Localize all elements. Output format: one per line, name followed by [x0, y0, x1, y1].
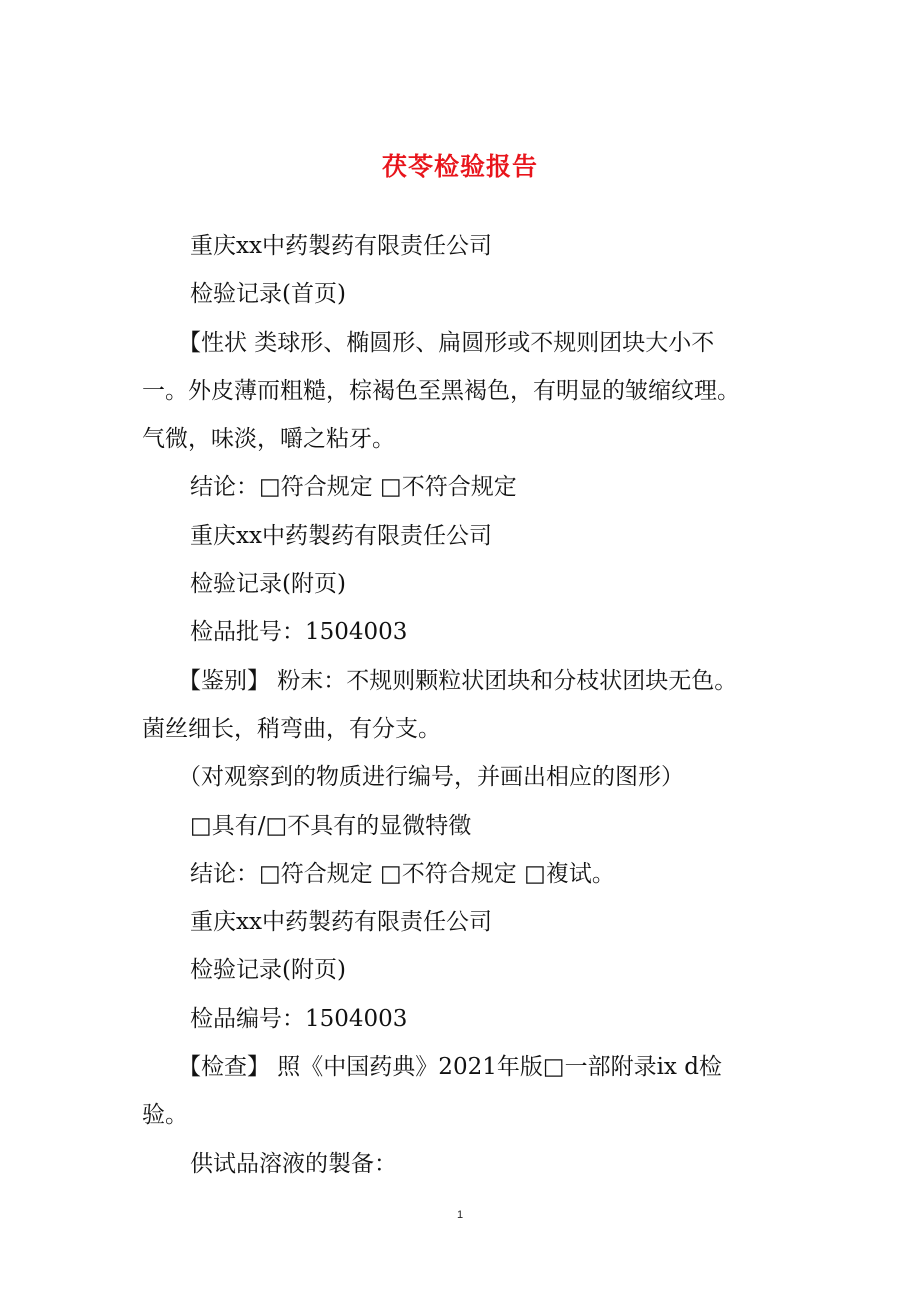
identification-paragraph-line: 【鉴别】 粉末：不规则颗粒状团块和分枝状团块无色。	[178, 667, 738, 694]
sample-number-line: 检品编号：1504003	[190, 1005, 408, 1032]
page-number: 1	[456, 1209, 464, 1221]
identification-paragraph-line: 菌丝细长，稍弯曲，有分支。	[142, 715, 441, 742]
document-body	[142, 222, 792, 1188]
character-paragraph-line: 气微，味淡，嚼之粘牙。	[142, 426, 395, 453]
microscopic-feature-line: □具有/□不具有的显微特徵	[190, 812, 472, 839]
company-name: 重庆xx中药製药有限责任公司	[190, 233, 492, 259]
company-name: 重庆xx中药製药有限责任公司	[190, 909, 492, 936]
conclusion-line: 结论：□符合规定 □不符合规定 □複试。	[190, 860, 615, 887]
company-name: 重庆xx中药製药有限责任公司	[190, 522, 492, 549]
record-heading: 检验记录(附页)	[190, 957, 346, 984]
inspection-paragraph-line: 验。	[142, 1102, 188, 1129]
solution-preparation-line: 供试品溶液的製备：	[190, 1150, 397, 1177]
character-paragraph-line: 【性状 类球形、椭圆形、扁圆形或不规则团块大小不	[178, 329, 715, 356]
document-title: 茯苓检验报告	[381, 152, 538, 181]
conclusion-line: 结论：□符合规定 □不符合规定	[190, 474, 517, 501]
character-paragraph-line: 一。外皮薄而粗糙，棕褐色至黑褐色，有明显的皱缩纹理。	[142, 377, 740, 404]
record-heading: 检验记录(附页)	[190, 571, 346, 598]
batch-number-line: 检品批号：1504003	[190, 619, 408, 646]
record-heading: 检验记录(首页)	[190, 281, 346, 308]
inspection-paragraph-line: 【检查】 照《中国药典》2021年版□一部附录ix d检	[178, 1054, 722, 1081]
instruction-note: （对观察到的物质进行编号，并画出相应的图形）	[178, 764, 684, 791]
